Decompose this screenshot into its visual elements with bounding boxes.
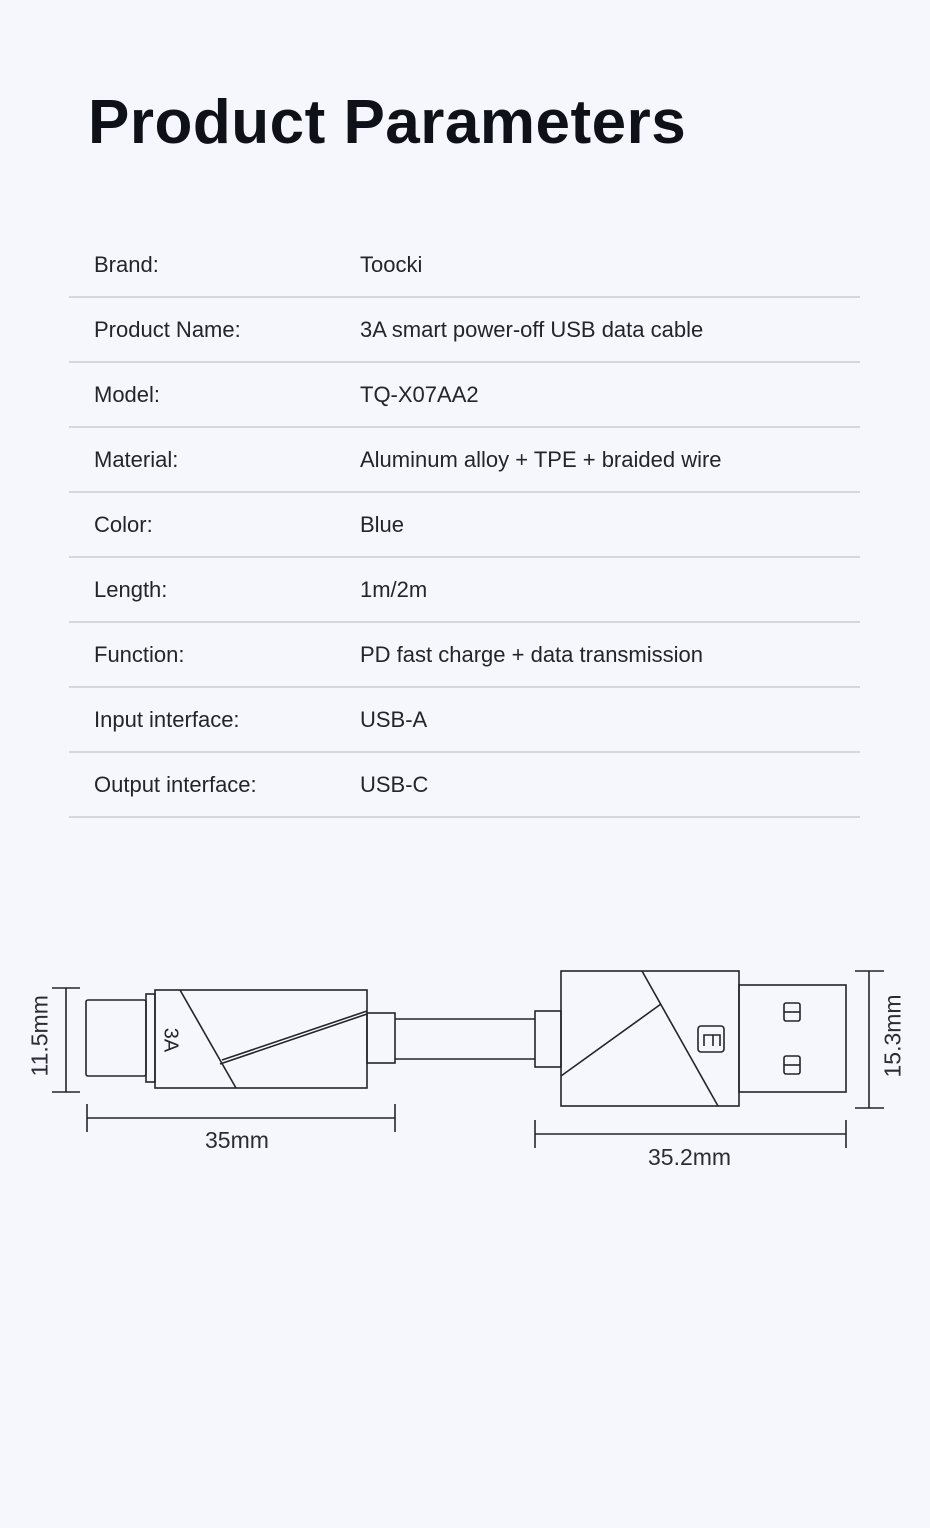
spec-row-brand	[69, 233, 860, 298]
spec-row-input-interface	[69, 688, 860, 753]
spec-row-color	[69, 493, 860, 558]
spec-label: Function:	[94, 641, 185, 667]
usb-a-height-label: 15.3mm	[879, 994, 906, 1078]
spec-label: Length:	[94, 576, 168, 602]
usb-c-length-label: 35mm	[205, 1127, 269, 1153]
cable-drawing	[0, 940, 930, 1200]
spec-row-material	[69, 428, 860, 493]
cable-dimension-diagram	[0, 940, 930, 1200]
cable-drawing-segment	[395, 1019, 535, 1059]
spec-value: PD fast charge + data transmission	[360, 641, 703, 667]
spec-label: Model:	[94, 381, 161, 407]
spec-label: Material:	[94, 446, 179, 472]
spec-label: Input interface:	[94, 706, 240, 732]
usb-a-connector-drawing	[535, 971, 846, 1106]
spec-label: Brand:	[94, 251, 159, 277]
spec-row-function	[69, 623, 860, 688]
spec-row-product-name	[69, 298, 860, 363]
spec-row-length	[69, 558, 860, 623]
spec-value: USB-A	[360, 706, 428, 732]
spec-label: Product Name:	[94, 316, 241, 342]
usb-c-height-label: 11.5mm	[26, 995, 53, 1077]
spec-row-model	[69, 363, 860, 428]
spec-value: Blue	[360, 511, 405, 537]
spec-label: Color:	[94, 511, 153, 537]
spec-value: 3A smart power-off USB data cable	[360, 316, 704, 342]
spec-row-output-interface	[69, 753, 860, 818]
spec-value: USB-C	[360, 771, 429, 797]
spec-value: Aluminum alloy + TPE + braided wire	[360, 446, 722, 472]
usb-a-length-label: 35.2mm	[648, 1144, 732, 1170]
spec-value: TQ-X07AA2	[360, 381, 479, 407]
spec-value: 1m/2m	[360, 576, 428, 602]
usb-c-marking: 3A	[159, 1027, 182, 1053]
usb-c-connector-drawing	[86, 990, 395, 1088]
page-title: Product Parameters	[88, 88, 687, 157]
spec-value: Toocki	[360, 251, 423, 277]
spec-label: Output interface:	[94, 771, 257, 797]
spec-table	[69, 233, 860, 818]
usb-c-height-dimension-line	[52, 988, 80, 1092]
